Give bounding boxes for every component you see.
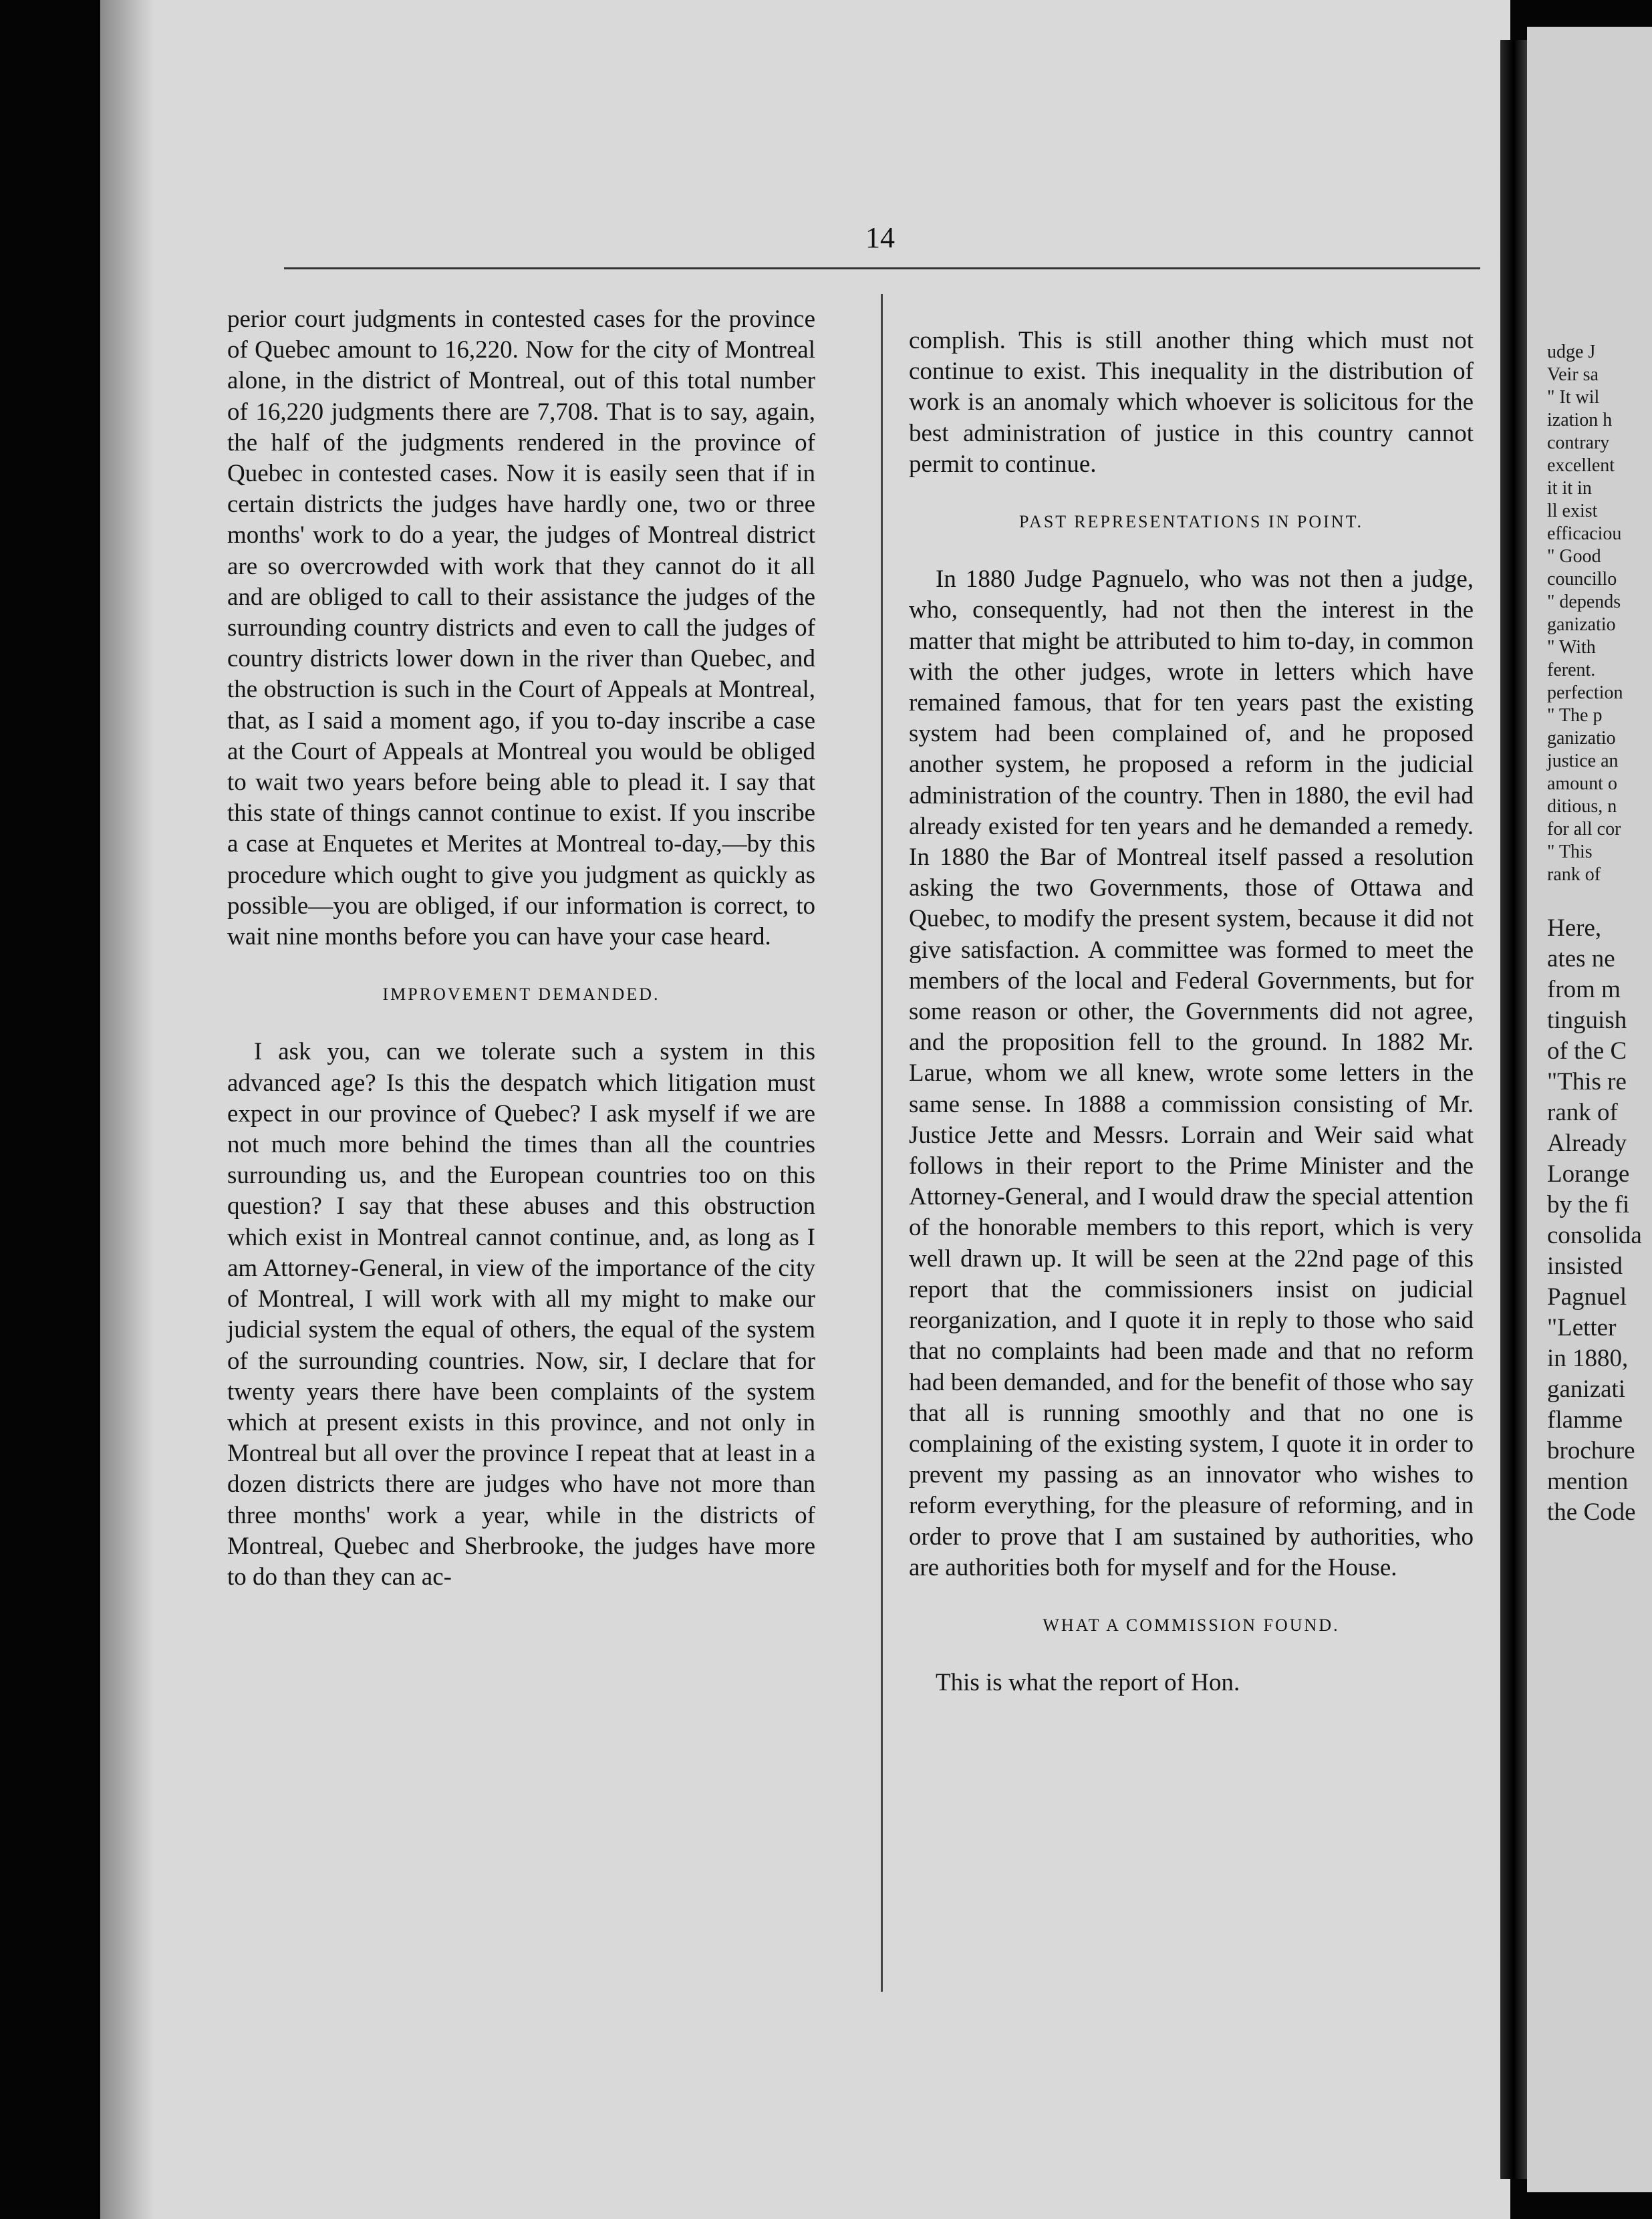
fragment-line: rank of	[1547, 864, 1601, 885]
fragment-line-large: from m	[1547, 976, 1621, 1003]
section-heading-improvement: IMPROVEMENT DEMANDED.	[382, 985, 660, 1005]
fragment-line: amount o	[1547, 773, 1617, 794]
fragment-line: it it in	[1547, 478, 1592, 499]
fragment-line-large: Lorange	[1547, 1160, 1630, 1188]
fragment-line-large: insisted	[1547, 1253, 1623, 1280]
fragment-line: ization h	[1547, 410, 1613, 430]
right-paragraph-2: In 1880 Judge Pagnuelo, who was not then a judge, who, consequently, had not then the interest in the matter that might be attributed to him to-day, in common with the other judges, wrote in letters which have remained famous, that for ten years past the existing system had been complained of, and he proposed another system, he proposed a reform in the judicial administration of the country. Then in 1880, the evil had already existed for ten years and he demanded a remedy. In 1880 the Bar of Montreal itself passed a resolution asking the two Governments, those of Ottawa and Quebec, to modify the present system, because it did not give satisfaction. A committee was formed to meet the members of the local and Federal Governments, but for some reason or other, the Governments did not agree, and the proposition fell to the ground. In 1882 Mr. Larue, whom we all knew, wrote some letters in the same sense. In 1888 a commission consisting of Mr. Justice Jette and Messrs. Lorrain and Weir said what follows in their report to the Prime Minister and the Attorney-General, and I would draw the special attention of the honorable members to this report, which is very well drawn up. It will be seen at the 22nd page of this report that the commissioners insist on judicial reorganization, and I quote it in reply to those who said that no complaints had been made and that no reform had been demanded, and for the benefit of those who say that all is running smoothly and that no one is complaining of the existing system, I quote it in order to prevent my passing as an innovator who wishes to reform everything, for the pleasure of reforming, and in order to prove that I am sustained by authorities, who are authorities both for myself and for the House.	[909, 565, 1474, 1581]
column-divider	[881, 294, 883, 1992]
fragment-line: ganizatio	[1547, 614, 1616, 635]
fragment-line-large: rank of	[1547, 1099, 1618, 1126]
fragment-line: ganizatio	[1547, 728, 1616, 749]
fragment-line: udge J	[1547, 342, 1596, 362]
fragment-line-large: brochure	[1547, 1437, 1635, 1464]
fragment-line-large: consolida	[1547, 1222, 1642, 1249]
fragment-line: " Good	[1547, 546, 1601, 567]
fragment-line: " depends	[1547, 592, 1621, 612]
right-paragraph-3: This is what the report of Hon.	[936, 1669, 1240, 1697]
fragment-line: councillo	[1547, 569, 1617, 590]
left-paragraph-1: perior court judgments in contested cases for the province of Quebec amount to 16,220. Now for the city of Montreal alone, in the district of Montreal, out of this total number of 16,220 judgments there are 7,708. That is to say, again, the half of the judgments rendered in the province of Quebec in contested cases. Now it is easily seen that if in certain districts the judges have hardly one, two or three months' work to do a year, the judges of Montreal district are so overcrowded with work that they cannot do it all and are obliged to call to their assistance the judges of the surrounding country districts and even to call the judges of country districts lower down in the river than Quebec, and the obstruction is such in the Court of Appeals at Montreal, that, as I said a moment ago, if you to-day inscribe a case at the Court of Appeals at Montreal you would be obliged to wait two years before being able to plead it. I say that this state of things cannot continue to exist. If you inscribe a case at Enquetes et Merites at Montreal to-day,—by this procedure which ought to give you judgment as quickly as possible—you are obliged, if our information is correct, to wait nine months before you can have your case heard.	[227, 305, 815, 951]
fragment-line: contrary	[1547, 432, 1610, 453]
fragment-line-large: flamme	[1547, 1406, 1623, 1434]
fragment-line: " The p	[1547, 705, 1603, 726]
fragment-line-large: mention	[1547, 1468, 1629, 1495]
fragment-line-large: Pagnuel	[1547, 1283, 1627, 1311]
fragment-line: ditious, n	[1547, 796, 1617, 817]
fragment-line-large: the Code	[1547, 1498, 1636, 1526]
fragment-line-large: by the fi	[1547, 1191, 1630, 1218]
fragment-line: perfection	[1547, 682, 1623, 703]
header-rule	[284, 267, 1480, 269]
fragment-line: " This	[1547, 841, 1593, 862]
left-column	[227, 304, 815, 1593]
fragment-line-large: "Letter	[1547, 1314, 1617, 1341]
fragment-line-large: ates ne	[1547, 945, 1615, 972]
fragment-line: ll exist	[1547, 501, 1598, 521]
page-edge-shadow	[100, 0, 154, 2219]
fragment-line: excellent	[1547, 455, 1615, 476]
fragment-line: justice an	[1547, 751, 1619, 771]
section-heading-past-representations: PAST REPRESENTATIONS IN POINT.	[1018, 512, 1364, 532]
right-column	[909, 325, 1474, 1698]
section-heading-commission: WHAT A COMMISSION FOUND.	[1043, 1615, 1340, 1635]
page-number: 14	[865, 221, 895, 254]
fragment-line-large: ganizati	[1547, 1376, 1626, 1403]
fragment-line: " It wil	[1547, 387, 1600, 408]
fragment-line-large: Already	[1547, 1130, 1627, 1157]
fragment-line: efficaciou	[1547, 523, 1622, 544]
fragment-line-large: of the C	[1547, 1037, 1627, 1065]
adjacent-page-text	[1547, 341, 1652, 1528]
fragment-line: Veir sa	[1547, 364, 1599, 385]
adjacent-page	[1527, 27, 1652, 2192]
fragment-line: " With	[1547, 637, 1596, 658]
fragment-line-large: tinguish	[1547, 1007, 1627, 1034]
right-paragraph-1: complish. This is still another thing which must not continue to exist. This inequality in the distribution of work is an anomaly which whoever is solicitous for the best administration of justice in this country cannot permit to continue.	[909, 327, 1474, 478]
fragment-line: ferent.	[1547, 660, 1596, 680]
book-gutter	[1500, 40, 1527, 2179]
fragment-line: for all cor	[1547, 819, 1621, 839]
fragment-line-large: in 1880,	[1547, 1345, 1629, 1372]
left-paragraph-2: I ask you, can we tolerate such a system in this advanced age? Is this the despatch which litigation must expect in our province of Quebec? I ask myself if we are not much more behind the times than all the countries surrounding us, and the European countries too on this question? I say that these abuses and this obstruction which exist in Montreal cannot continue, and, as long as I am Attorney-General, in view of the importance of the city of Montreal, I will work with all my might to make our judicial system the equal of others, the equal of the system of the surrounding countries. Now, sir, I declare that for twenty years there have been complaints of the system which at present exists in this province, and not only in Montreal but all over the province I repeat that at least in a dozen districts there are judges who have not more than three months' work a year, while in the districts of Montreal, Quebec and Sherbrooke, the judges have more to do than they can ac-	[227, 1038, 815, 1591]
fragment-line-large: Here,	[1547, 914, 1602, 942]
fragment-line-large: "This re	[1547, 1068, 1627, 1095]
